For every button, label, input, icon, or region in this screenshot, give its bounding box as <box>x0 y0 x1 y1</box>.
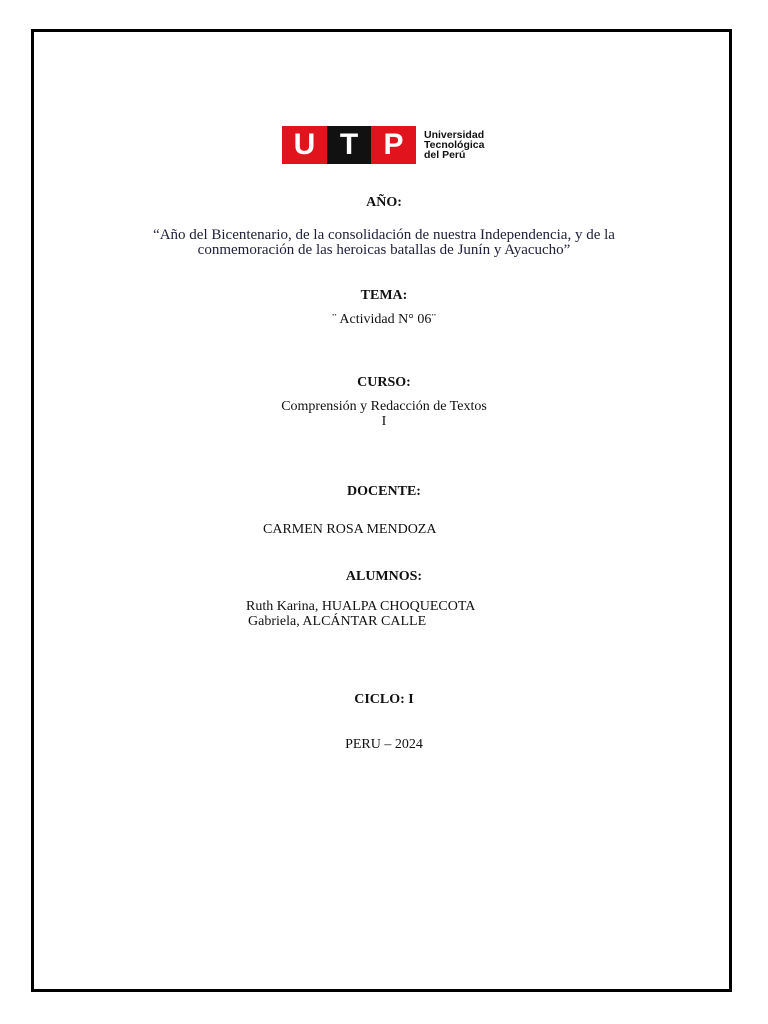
logo-wordmark <box>424 130 484 160</box>
logo-letter-t: T <box>327 126 371 164</box>
logo-line-1: Universidad <box>424 129 485 141</box>
utp-logo <box>282 126 484 164</box>
utp-logo-mark <box>282 126 416 164</box>
docente-heading: DOCENTE: <box>347 484 421 499</box>
anio-heading: AÑO: <box>366 195 402 210</box>
anio-line-1: “Año del Bicentenario, de la consolidación de nuestra Independencia, y de la <box>153 227 615 243</box>
alumnos-heading: ALUMNOS: <box>345 569 423 584</box>
tema-value: ¨ Actividad N° 06¨ <box>332 312 436 327</box>
logo-line-2: Tecnológica <box>424 139 485 151</box>
alumno-2: Gabriela, ALCÁNTAR CALLE <box>248 614 427 629</box>
lugar-anio: PERU – 2024 <box>345 737 423 752</box>
ciclo-heading: CICLO: I <box>354 692 414 707</box>
curso-line-2: I <box>381 414 387 429</box>
page-border <box>31 29 732 992</box>
logo-line-3: del Perú <box>424 149 466 161</box>
curso-line-1: Comprensión y Redacción de Textos <box>281 399 487 414</box>
tema-heading: TEMA: <box>360 288 408 303</box>
logo-letter-p: P <box>371 126 416 164</box>
logo-letter-u: U <box>282 126 327 164</box>
curso-heading: CURSO: <box>357 375 411 390</box>
alumno-1: Ruth Karina, HUALPA CHOQUECOTA <box>246 599 476 614</box>
docente-value: CARMEN ROSA MENDOZA <box>263 522 437 537</box>
anio-line-2: conmemoración de las heroicas batallas de Junín y Ayacucho” <box>197 242 571 258</box>
